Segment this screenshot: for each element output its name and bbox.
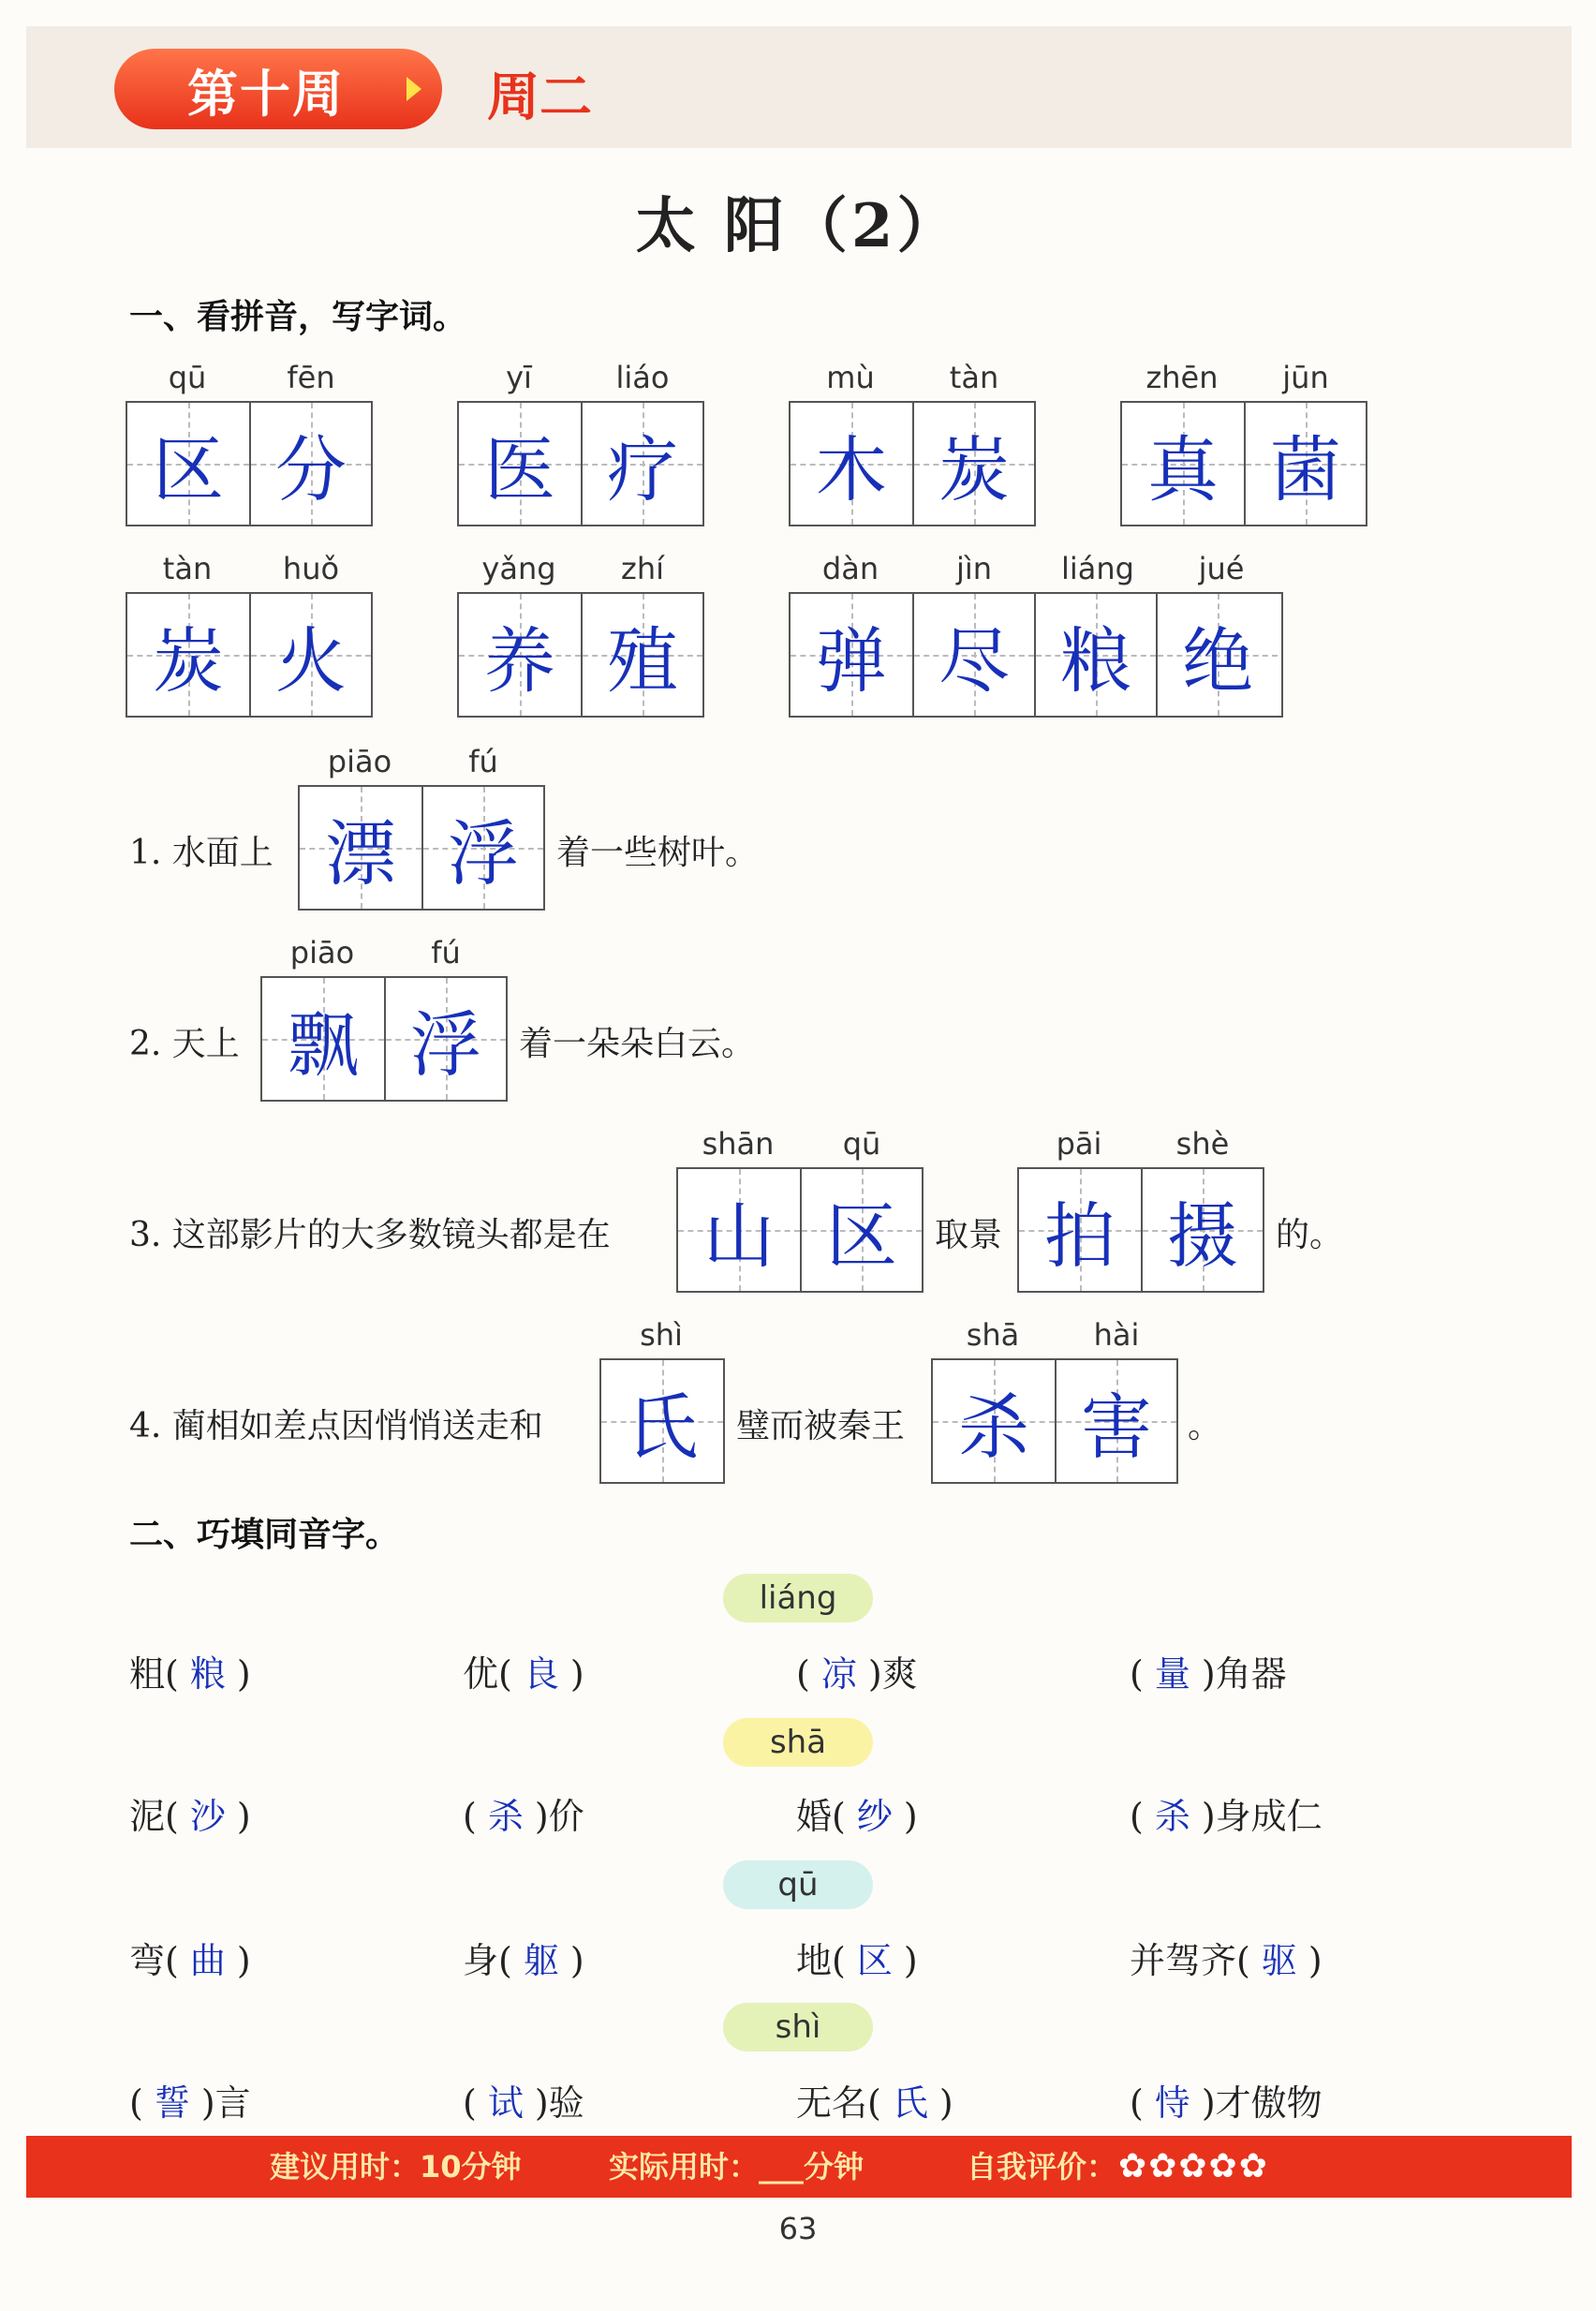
answer-char: 氏 — [627, 1385, 698, 1469]
pinyin-label: pāi — [1056, 1126, 1102, 1162]
homophone-item: 粗( 粮 ) — [129, 1653, 251, 1695]
answer-char: 火 — [275, 618, 347, 703]
answer-char: 粮 — [1060, 618, 1131, 703]
homophone-item: 婚( 纱 ) — [796, 1796, 918, 1837]
homophone-item: ( 杀 )价 — [463, 1796, 584, 1837]
pinyin-label: hài — [1093, 1317, 1140, 1353]
answer-char: 殖 — [607, 618, 678, 703]
rating-stars — [1116, 2149, 1267, 2185]
sentence-suffix: 着一些树叶。 — [556, 834, 760, 872]
answer-char: 木 — [816, 427, 887, 511]
homophone-item: ( 凉 )爽 — [796, 1653, 918, 1695]
actual-time: 实际用时：___分钟 — [609, 2149, 864, 2185]
pinyin-label: dàn — [821, 551, 879, 586]
pinyin-label: mù — [826, 360, 875, 395]
pinyin-label: piāo — [289, 935, 355, 970]
pinyin-label: zhí — [621, 551, 664, 586]
pinyin-label: fú — [431, 935, 461, 970]
homophone-item: 无名( 氏 ) — [796, 2082, 953, 2124]
answer-char: 绝 — [1182, 618, 1253, 703]
pinyin-label: shā — [966, 1317, 1020, 1353]
writing-grid — [260, 976, 508, 1102]
pinyin-label: yǎng — [481, 551, 556, 586]
homophone-item: 地( 区 ) — [796, 1940, 918, 1981]
word-group — [676, 1126, 924, 1293]
pinyin-label: liáo — [615, 360, 670, 395]
pinyin-label: jìn — [955, 551, 993, 586]
answer-char: 山 — [703, 1193, 775, 1278]
pinyin-label: fú — [468, 744, 498, 779]
pinyin-pill: liáng — [723, 1574, 873, 1622]
answer-char: 尽 — [938, 618, 1010, 703]
pinyin-label: qū — [842, 1126, 881, 1162]
answer-char: 分 — [275, 427, 347, 511]
word-group — [298, 744, 545, 911]
sentence-middle: 璧而被秦王 — [736, 1407, 906, 1445]
answer-char: 浮 — [410, 1002, 481, 1087]
pinyin-pill: shā — [723, 1718, 873, 1767]
answer-char: 浮 — [448, 811, 519, 896]
pinyin-label: yī — [506, 360, 532, 395]
word-group — [126, 360, 373, 526]
answer-char: 区 — [153, 427, 224, 511]
answer-char: 养 — [484, 618, 555, 703]
homophone-item: ( 誓 )言 — [129, 2082, 251, 2124]
sentence-middle: 取景 — [935, 1216, 1003, 1254]
homophone-item: 弯( 曲 ) — [129, 1940, 251, 1981]
answer-char: 区 — [826, 1193, 897, 1278]
sentence-prefix: 4. 蔺相如差点因悄悄送走和 — [129, 1407, 543, 1445]
star-icon: ✿ — [1118, 2147, 1147, 2185]
word-group — [599, 1317, 725, 1484]
writing-grid — [931, 1358, 1178, 1484]
star-icon: ✿ — [1148, 2147, 1177, 2185]
pinyin-label: liáng — [1061, 551, 1134, 586]
homophone-item: ( 量 )角器 — [1130, 1653, 1287, 1695]
arrow-right-icon — [406, 77, 421, 101]
sentence-prefix: 1. 水面上 — [129, 834, 273, 872]
writing-grid — [457, 401, 704, 526]
star-icon: ✿ — [1238, 2147, 1267, 2185]
homophone-item: ( 恃 )才傲物 — [1130, 2082, 1323, 2124]
answer-char: 拍 — [1044, 1193, 1116, 1278]
homophone-item: 并驾齐( 驱 ) — [1130, 1940, 1323, 1981]
sentence-suffix: 的。 — [1276, 1216, 1344, 1254]
section-heading-1: 一、看拼音，写字词。 — [129, 298, 467, 336]
word-group — [789, 551, 1283, 718]
answer-char: 疗 — [607, 427, 678, 511]
week-badge — [114, 49, 442, 129]
answer-char: 摄 — [1167, 1193, 1238, 1278]
pinyin-label: huǒ — [282, 551, 340, 586]
sentence-prefix: 2. 天上 — [129, 1025, 240, 1063]
week-label: 第十周 — [187, 65, 345, 124]
page-number: 63 — [778, 2211, 818, 2246]
self-evaluation: 自我评价：✿✿✿✿✿ — [967, 2147, 1267, 2185]
pinyin-label: jūn — [1282, 360, 1329, 395]
sentence-suffix: 。 — [1188, 1407, 1222, 1445]
pinyin-label: tàn — [162, 551, 213, 586]
word-group — [126, 551, 373, 718]
sentence-suffix: 着一朵朵白云。 — [519, 1025, 756, 1063]
answer-char: 害 — [1081, 1385, 1152, 1469]
answer-char: 真 — [1147, 427, 1219, 511]
writing-grid — [599, 1358, 725, 1484]
word-group — [1017, 1126, 1264, 1293]
footer-bar — [26, 2136, 1572, 2198]
homophone-item: ( 杀 )身成仁 — [1130, 1796, 1323, 1837]
answer-char: 菌 — [1270, 427, 1341, 511]
pinyin-label: shè — [1175, 1126, 1230, 1162]
day-label: 周二 — [487, 67, 592, 128]
pinyin-label: shì — [640, 1317, 683, 1353]
pinyin-label: tàn — [949, 360, 999, 395]
answer-char: 炭 — [938, 427, 1010, 511]
suggested-time: 建议用时：10分钟 — [270, 2149, 522, 2185]
star-icon: ✿ — [1208, 2147, 1237, 2185]
answer-char: 飘 — [288, 1002, 359, 1087]
word-group — [789, 360, 1036, 526]
word-group — [931, 1317, 1178, 1484]
pinyin-label: qū — [168, 360, 207, 395]
answer-char: 弹 — [816, 618, 887, 703]
word-group — [457, 360, 704, 526]
answer-char: 杀 — [958, 1385, 1029, 1469]
writing-grid — [1120, 401, 1367, 526]
writing-grid — [1017, 1167, 1264, 1293]
pinyin-label: fēn — [287, 360, 335, 395]
pinyin-label: piāo — [327, 744, 392, 779]
homophone-item: 身( 躯 ) — [463, 1940, 584, 1981]
sentence-prefix: 3. 这部影片的大多数镜头都是在 — [129, 1216, 611, 1254]
pinyin-label: shān — [702, 1126, 775, 1162]
writing-grid — [298, 785, 545, 911]
word-group — [260, 935, 508, 1102]
word-group — [457, 551, 704, 718]
answer-char: 炭 — [153, 618, 224, 703]
star-icon: ✿ — [1178, 2147, 1207, 2185]
writing-grid — [126, 401, 373, 526]
section-heading-2: 二、巧填同音字。 — [129, 1516, 400, 1554]
writing-grid — [676, 1167, 924, 1293]
writing-grid — [789, 592, 1283, 718]
homophone-item: ( 试 )验 — [463, 2082, 584, 2124]
page-title: 太 阳（2） — [635, 191, 961, 261]
homophone-item: 优( 良 ) — [463, 1653, 584, 1695]
writing-grid — [789, 401, 1036, 526]
answer-char: 漂 — [325, 811, 396, 896]
pinyin-label: jué — [1198, 551, 1245, 586]
answer-char: 医 — [484, 427, 555, 511]
pinyin-pill: shì — [723, 2003, 873, 2052]
writing-grid — [126, 592, 373, 718]
pinyin-pill: qū — [723, 1860, 873, 1909]
pinyin-label: zhēn — [1145, 360, 1219, 395]
writing-grid — [457, 592, 704, 718]
word-group — [1120, 360, 1367, 526]
homophone-item: 泥( 沙 ) — [129, 1796, 251, 1837]
